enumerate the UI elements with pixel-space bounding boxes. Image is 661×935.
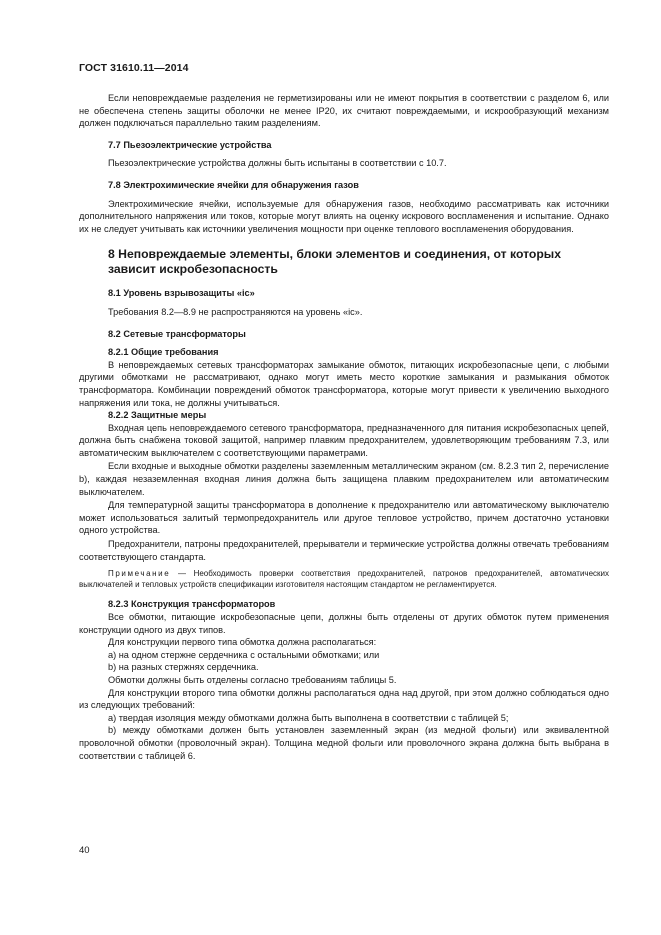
section-heading-7-7: 7.7 Пьезоэлектрические устройства [108, 139, 272, 150]
list-item: а) на одном стержне сердечника с остальными обмотками; или [108, 649, 380, 660]
list-item: а) твердая изоляция между обмотками должна быть выполнена в соответствии с таблицей 5; [108, 712, 509, 723]
paragraph: Если неповреждаемые разделения не герметизированы или не имеют покрытия в соответствии с разделом 6, или не обеспечена степень защиты оболочки не менее IP20, их считают повреждаемыми, и искрообразующий механизм должен подключаться параллельно таким разделениям. [79, 93, 609, 129]
document-code-header: ГОСТ 31610.11—2014 [79, 62, 189, 74]
paragraph: Предохранители, патроны предохранителей, прерыватели и термические устройства должны отвечать требованиям соответствующего стандарта. [79, 539, 609, 562]
page-number: 40 [79, 845, 90, 856]
paragraph: Обмотки должны быть отделены согласно требованиям таблицы 5. [108, 674, 397, 685]
paragraph: Пьезоэлектрические устройства должны быть испытаны в соответствии с 10.7. [108, 158, 447, 169]
section-heading-8: 8 Неповреждаемые элементы, блоки элементов и соединения, от которых зависит искробезопасность [108, 247, 561, 277]
paragraph: Если входные и выходные обмотки разделены заземленным металлическим экраном (см. 8.2.3 тип 2, перечисление b), каждая незаземленная входная линия должна быть защищена плавким предохранителем или автоматическим выключателем. [79, 461, 609, 497]
paragraph: Для температурной защиты трансформатора в дополнение к предохранителю или автоматическому выключателю может использоваться залитый термопредохранитель или другое тепловое устройство, причем достаточно установки одного устройства. [79, 500, 609, 536]
section-heading-8-2-1: 8.2.1 Общие требования [108, 347, 219, 358]
paragraph: Для конструкции второго типа обмотки должны располагаться одна над другой, при этом должно соблюдаться одно из следующих требований: [79, 687, 609, 711]
list-item: b) между обмотками должен быть установлен заземленный экран (из медной фольги) или эквивалентной проволочной обмотки (проволочный экран). Толщина медной фольги или проволочного экрана должна быть выбрана в соответствии с таблицей 6. [79, 725, 609, 761]
section-heading-7-8: 7.8 Электрохимические ячейки для обнаружения газов [108, 179, 359, 190]
note-label: Примечание [108, 569, 171, 579]
section-heading-8-2-2: 8.2.2 Защитные меры [108, 410, 207, 421]
paragraph: В неповреждаемых сетевых трансформаторах замыкание обмоток, питающих искробезопасные цепи, с любыми другими обмотками не рассматривают, однако могут иметь место короткие замыкания и размыкания обмоток трансформатора. Комбинации повреждений обмоток трансформатора, которые могут привести к увеличению выходного напряжения или тока, не должны учитываться. [79, 359, 609, 408]
section-heading-8-2: 8.2 Сетевые трансформаторы [108, 328, 246, 339]
paragraph: Для конструкции первого типа обмотка должна располагаться: [108, 637, 377, 648]
section-heading-8-1: 8.1 Уровень взрывозащиты «ic» [108, 288, 255, 299]
paragraph: Входная цепь неповреждаемого сетевого трансформатора, предназначенного для питания искробезопасных цепей, должна быть снабжена токовой защитой, например плавким предохранителем, удовлетворяющим требованиям 7.3, или автоматическим выключателем с соответствующими параметрами. [79, 422, 609, 458]
paragraph: Электрохимические ячейки, используемые для обнаружения газов, необходимо рассматривать как источники дополнительного напряжения или токов, которые могут влиять на оценку искрового воспламенения и испытание. Однако их не следует учитывать как источники увеличения мощности при оценке теплового воспламенения оборудования. [79, 198, 609, 234]
note-text: — Необходимость проверки соответствия предохранителей, патронов предохранителей, автоматических выключателей и тепловых устройств спецификации изготовителя настоящим стандартом не регламентируется. [79, 569, 609, 589]
note [79, 569, 609, 590]
page-content [79, 92, 609, 762]
paragraph: Требования 8.2—8.9 не распространяются на уровень «ic». [108, 306, 363, 317]
section-heading-8-2-3: 8.2.3 Конструкция трансформаторов [108, 599, 276, 610]
list-item: b) на разных стержнях сердечника. [108, 662, 259, 673]
paragraph: Все обмотки, питающие искробезопасные цепи, должны быть отделены от других обмоток путем применения конструкции одного из двух типов. [79, 612, 609, 635]
